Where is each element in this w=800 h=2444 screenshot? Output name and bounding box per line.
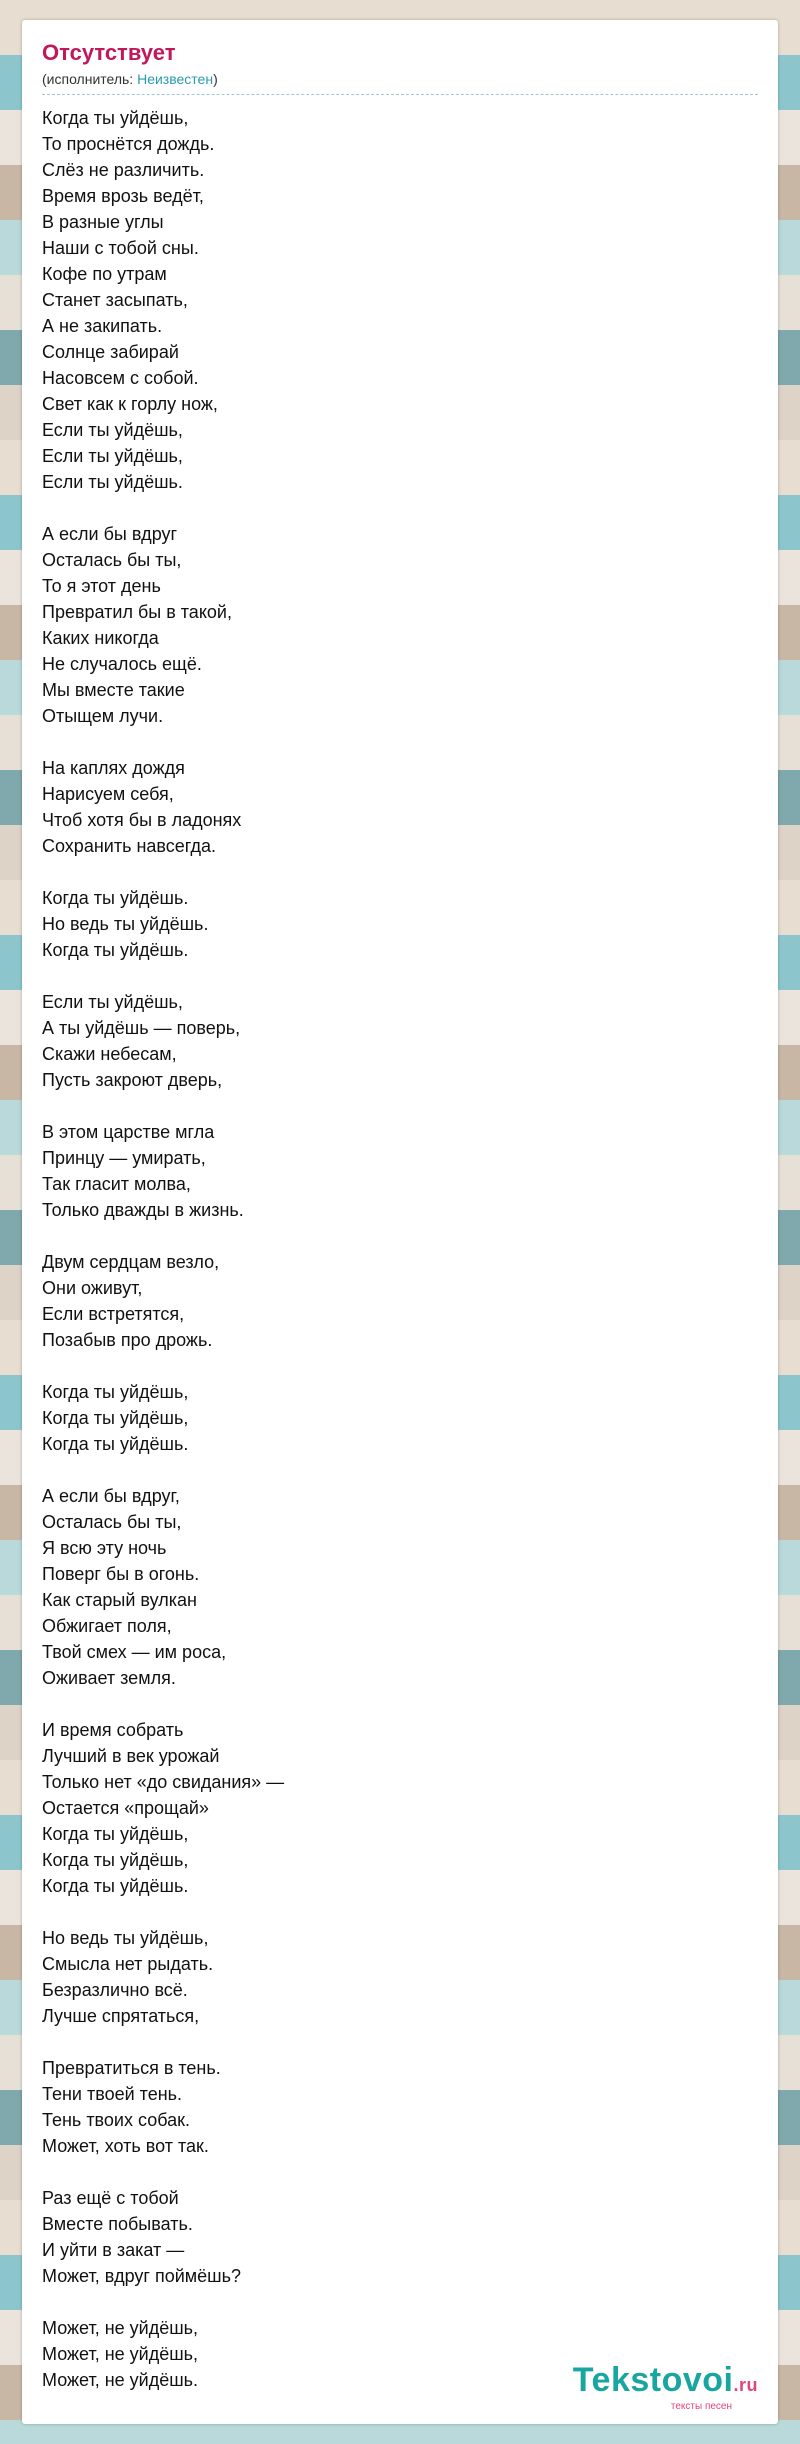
lyrics-line: Принцу — умирать, [42,1148,206,1168]
lyrics-stanza [42,1119,758,1223]
lyrics-line: Сохранить навсегда. [42,836,217,856]
lyrics-line: Они оживут, [42,1278,143,1298]
lyrics-line: Когда ты уйдёшь. [42,1876,189,1896]
lyrics-stanza [42,989,758,1093]
lyrics-line: В этом царстве мгла [42,1122,215,1142]
lyrics-line: Не случалось ещё. [42,654,202,674]
lyrics-line: Когда ты уйдёшь. [42,1434,189,1454]
lyrics-line: Мы вместе такие [42,680,185,700]
logo-wordmark [573,2363,758,2402]
lyrics-line: Остается «прощай» [42,1798,209,1818]
lyrics-line: Время врозь ведёт, [42,186,204,206]
lyrics-line: Пусть закроют дверь, [42,1070,223,1090]
title-divider [42,94,758,95]
lyrics-line: Только нет «до свидания» — [42,1772,285,1792]
lyrics-line: Лучше спрятаться, [42,2006,200,2026]
lyrics-line: Если ты уйдёшь, [42,446,183,466]
song-title: Отсутствует [42,40,176,65]
lyrics-line: Чтоб хотя бы в ладонях [42,810,242,830]
lyrics-line: Лучший в век урожай [42,1746,220,1766]
logo-tld: .ru [733,2375,758,2395]
lyrics-line: Осталась бы ты, [42,1512,182,1532]
lyrics-line: Когда ты уйдёшь. [42,888,189,908]
lyrics-line: Раз ещё с тобой [42,2188,179,2208]
lyrics-line: Осталась бы ты, [42,550,182,570]
lyrics-line: И уйти в закат — [42,2240,185,2260]
lyrics-line: Свет как к горлу нож, [42,394,218,414]
lyrics-line: Когда ты уйдёшь, [42,1382,189,1402]
lyrics-line: Позабыв про дрожь. [42,1330,213,1350]
lyrics-line: И время собрать [42,1720,184,1740]
lyrics-line: Скажи небесам, [42,1044,177,1064]
lyrics-line: Вместе побывать. [42,2214,193,2234]
lyrics-line: А не закипать. [42,316,163,336]
lyrics-stanza [42,521,758,729]
lyrics-line: А если бы вдруг [42,524,178,544]
lyrics-line: Как старый вулкан [42,1590,197,1610]
performer-line [42,70,758,88]
lyrics-line: Смысла нет рыдать. [42,1954,214,1974]
lyrics-line: Если встретятся, [42,1304,185,1324]
lyrics-line: Если ты уйдёшь. [42,472,183,492]
performer-link[interactable]: Неизвестен [137,71,214,87]
performer-prefix: (исполнитель: [42,71,138,87]
lyrics-line: Но ведь ты уйдёшь. [42,914,209,934]
lyrics-line: А ты уйдёшь — поверь, [42,1018,241,1038]
lyrics-line: Твой смех — им роса, [42,1642,227,1662]
lyrics-line: Оживает земля. [42,1668,176,1688]
lyrics-line: Поверг бы в огонь. [42,1564,200,1584]
lyrics-line: В разные углы [42,212,164,232]
lyrics-line: Может, не уйдёшь, [42,2318,199,2338]
lyrics-line: Может, вдруг поймёшь? [42,2266,241,2286]
lyrics-line: Наши с тобой сны. [42,238,199,258]
lyrics-line: Если ты уйдёшь, [42,992,183,1012]
lyrics-stanza [42,105,758,495]
lyrics-line: Когда ты уйдёшь, [42,1850,189,1870]
lyrics-line: Кофе по утрам [42,264,167,284]
lyrics-text [42,105,758,2393]
lyrics-line: Солнце забирай [42,342,179,362]
lyrics-stanza [42,1379,758,1457]
lyrics-line: Тени твоей тень. [42,2084,183,2104]
lyrics-line: Может, не уйдёшь, [42,2344,199,2364]
site-logo[interactable] [573,2363,758,2412]
lyrics-line: Так гласит молва, [42,1174,191,1194]
lyrics-line: Безразлично всё. [42,1980,188,2000]
lyrics-line: Когда ты уйдёшь, [42,108,189,128]
lyrics-line: То проснётся дождь. [42,134,215,154]
lyrics-line: То я этот день [42,576,161,596]
lyrics-line: Я всю эту ночь [42,1538,167,1558]
lyrics-line: Насовсем с собой. [42,368,199,388]
lyrics-stanza [42,1249,758,1353]
lyrics-line: Слёз не различить. [42,160,205,180]
lyrics-card [22,20,778,2424]
lyrics-line: Когда ты уйдёшь. [42,940,189,960]
lyrics-stanza [42,1483,758,1691]
lyrics-line: Нарисуем себя, [42,784,174,804]
lyrics-line: Тень твоих собак. [42,2110,190,2130]
lyrics-stanza [42,2185,758,2289]
lyrics-stanza [42,1717,758,1899]
lyrics-line: Двум сердцам везло, [42,1252,220,1272]
lyrics-line: Обжигает поля, [42,1616,172,1636]
logo-main-text: Tekstovoi [572,2361,734,2399]
lyrics-line: Отыщем лучи. [42,706,164,726]
lyrics-line: Когда ты уйдёшь, [42,1408,189,1428]
lyrics-stanza [42,2055,758,2159]
performer-suffix: ) [213,71,218,87]
lyrics-line: А если бы вдруг, [42,1486,180,1506]
lyrics-stanza [42,1925,758,2029]
lyrics-line: Каких никогда [42,628,159,648]
lyrics-line: Когда ты уйдёшь, [42,1824,189,1844]
lyrics-line: На каплях дождя [42,758,185,778]
lyrics-stanza [42,885,758,963]
lyrics-line: Превратил бы в такой, [42,602,232,622]
lyrics-line: Станет засыпать, [42,290,188,310]
lyrics-line: Только дважды в жизнь. [42,1200,244,1220]
lyrics-stanza [42,755,758,859]
lyrics-line: Если ты уйдёшь, [42,420,183,440]
lyrics-line: Может, хоть вот так. [42,2136,209,2156]
lyrics-line: Может, не уйдёшь. [42,2370,199,2390]
lyrics-line: Но ведь ты уйдёшь, [42,1928,209,1948]
lyrics-line: Превратиться в тень. [42,2058,221,2078]
logo-tagline: тексты песен [670,2401,732,2412]
